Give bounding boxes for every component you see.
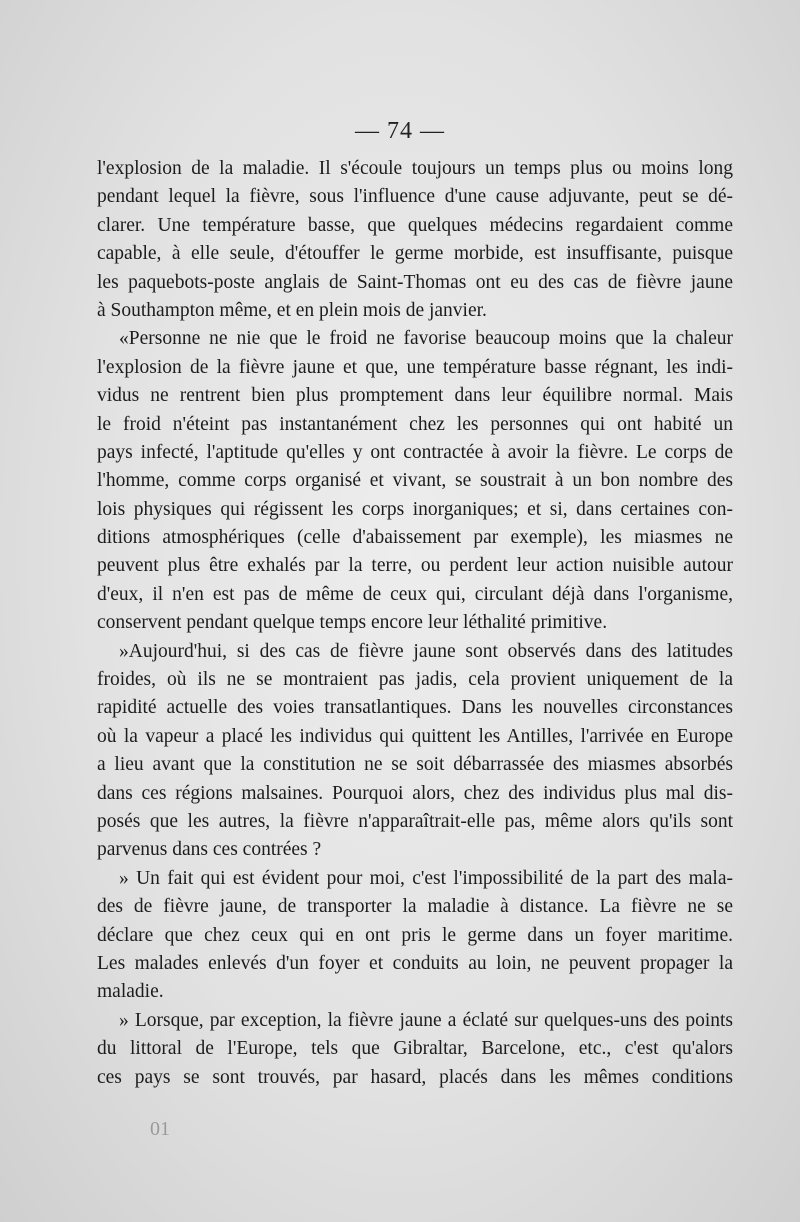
text-line: dans ces régions malsaines. Pourquoi alors, chez des individus plus mal dis- — [97, 782, 733, 804]
text-line: lois physiques qui régissent les corps inorganiques; et si, dans certaines con- — [97, 498, 733, 520]
text-line: posés que les autres, la fièvre n'apparaîtrait-elle pas, même alors qu'ils sont — [97, 810, 733, 832]
text-line: les paquebots-poste anglais de Saint-Thomas ont eu des cas de fièvre jaune — [97, 271, 733, 293]
text-line: «Personne ne nie que le froid ne favorise beaucoup moins que la chaleur — [119, 328, 733, 350]
text-line: où la vapeur a placé les individus qui quittent les Antilles, l'arrivée en Europe — [97, 725, 733, 747]
text-line: à Southampton même, et en plein mois de janvier. — [97, 299, 487, 321]
text-line: ditions atmosphériques (celle d'abaissement par exemple), les miasmes ne — [97, 527, 733, 549]
text-line: l'explosion de la maladie. Il s'écoule toujours un temps plus ou moins long — [97, 158, 733, 179]
text-line: froides, où ils ne se montraient pas jadis, cela provient uniquement de la — [97, 669, 733, 691]
body-text — [97, 155, 733, 1092]
text-line: peuvent plus être exhalés par la terre, ou perdent leur action nuisible autour — [97, 555, 733, 577]
text-line: l'explosion de la fièvre jaune et que, une température basse régnant, les indi- — [97, 356, 733, 378]
text-line: pendant lequel la fièvre, sous l'influence d'une cause adjuvante, peut se dé- — [97, 186, 733, 208]
text-line: » Lorsque, par exception, la fièvre jaune a éclaté sur quelques-uns des points — [119, 1009, 733, 1031]
text-line: ces pays se sont trouvés, par hasard, placés dans les mêmes conditions — [97, 1066, 733, 1088]
text-line: conservent pendant quelque temps encore leur léthalité primitive. — [97, 612, 608, 634]
text-line: capable, à elle seule, d'étouffer le germe morbide, est insuffisante, puisque — [97, 243, 733, 265]
text-line: Les malades enlevés d'un foyer et conduits au loin, ne peuvent propager la — [97, 952, 733, 974]
text-line: rapidité actuelle des voies transatlantiques. Dans les nouvelles circonstances — [97, 697, 733, 719]
text-line: maladie. — [97, 981, 164, 1003]
text-line: d'eux, il n'en est pas de même de ceux qui, circulant déjà dans l'organisme, — [97, 583, 733, 605]
margin-mark: 01 — [150, 1118, 170, 1140]
text-line: des de fièvre jaune, de transporter la maladie à distance. La fièvre ne se — [97, 896, 733, 918]
text-line: a lieu avant que la constitution ne se soit débarrassée des miasmes absorbés — [97, 754, 733, 776]
text-line: clarer. Une température basse, que quelques médecins regardaient comme — [97, 214, 733, 236]
text-line: vidus ne rentrent bien plus promptement dans leur équilibre normal. Mais — [97, 385, 733, 407]
text-line: le froid n'éteint pas instantanément chez les personnes qui ont habité un — [97, 413, 733, 435]
text-line: du littoral de l'Europe, tels que Gibraltar, Barcelone, etc., c'est qu'alors — [97, 1038, 733, 1060]
text-line: pays infecté, l'aptitude qu'elles y ont contractée à avoir la fièvre. Le corps de — [97, 441, 733, 463]
text-line: parvenus dans ces contrées ? — [97, 839, 322, 861]
text-line: l'homme, comme corps organisé et vivant, se soustrait à un bon nombre des — [97, 470, 733, 492]
text-line: déclare que chez ceux qui en ont pris le germe dans un foyer maritime. — [97, 924, 733, 946]
text-line: »Aujourd'hui, si des cas de fièvre jaune sont observés dans des latitudes — [119, 640, 733, 662]
text-line: » Un fait qui est évident pour moi, c'est l'impossibilité de la part des mala- — [119, 867, 733, 889]
page-number: — 74 — — [355, 118, 445, 144]
